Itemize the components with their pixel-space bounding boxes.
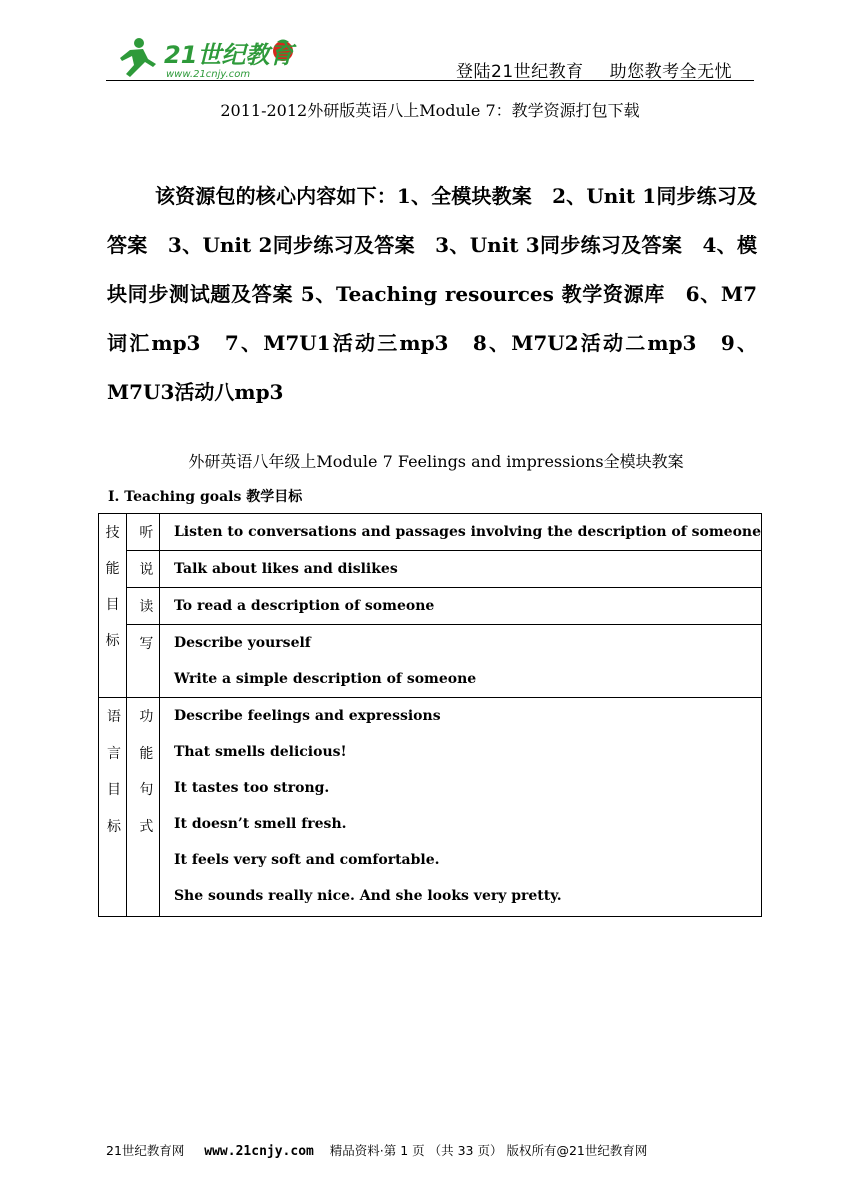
label-char: 式 xyxy=(139,818,154,835)
skill-type: 听 xyxy=(139,525,154,541)
label-char: 技 xyxy=(105,525,120,541)
footer-page-info: 精品资料·第 1 页 （共 33 页） 版权所有@21世纪教育网 xyxy=(329,1143,648,1158)
skill-type-cell xyxy=(127,514,160,551)
label-char: 功 xyxy=(139,709,154,725)
language-goals-label xyxy=(99,698,127,917)
label-char: 标 xyxy=(107,818,121,835)
function-sentence: It doesn’t smell fresh. xyxy=(173,816,347,832)
table-row xyxy=(99,588,762,625)
label-char: 语 xyxy=(107,709,121,725)
skill-type-cell xyxy=(127,551,160,588)
slogan-right: 助您教考全无忧 xyxy=(609,62,733,82)
intro-paragraph: 该资源包的核心内容如下：1、全模块教案 2、Unit 1同步练习及答案 3、Unit 2同步练习及答案 3、Unit 3同步练习及答案 4、模块同步测试题及答案 5、Teaching resources 教学资源库 6、M7词汇mp3 7、M7U1活动三mp3 8、M7U2活动二mp3 9、M7U3活动八mp3 xyxy=(107,184,757,404)
skill-desc: To read a description of someone xyxy=(173,598,435,614)
skill-desc-cell xyxy=(159,551,761,588)
logo-brand-text: 21世纪教育 xyxy=(164,41,294,69)
skill-desc-cell xyxy=(159,625,761,698)
skill-type-cell xyxy=(127,625,160,698)
skill-desc-cell xyxy=(159,588,761,625)
function-sentence: That smells delicious! xyxy=(173,744,347,760)
function-sentences-cell xyxy=(159,698,761,917)
function-sentence: It feels very soft and comfortable. xyxy=(173,852,440,868)
label-char: 目 xyxy=(105,597,120,613)
skill-desc: Write a simple description of someone xyxy=(173,671,477,687)
skill-desc: Talk about likes and dislikes xyxy=(173,561,398,577)
table-row xyxy=(99,514,762,551)
function-sentence: It tastes too strong. xyxy=(173,780,330,796)
table-row xyxy=(99,625,762,698)
skill-type: 说 xyxy=(139,562,154,578)
skill-type: 写 xyxy=(139,636,154,652)
skill-type: 读 xyxy=(139,599,154,615)
teaching-goals-table xyxy=(98,513,762,917)
function-label xyxy=(127,698,160,917)
skill-goals-label xyxy=(99,514,127,698)
function-sentence: Describe feelings and expressions xyxy=(173,708,441,724)
skill-desc: Describe yourself xyxy=(173,635,311,651)
footer-url-link[interactable]: www.21cnjy.com xyxy=(204,1144,314,1159)
function-sentence: She sounds really nice. And she looks very pretty. xyxy=(173,888,562,904)
lesson-plan-heading: 外研英语八年级上Module 7 Feelings and impressions全模块教案 xyxy=(188,452,684,471)
table-row xyxy=(99,551,762,588)
label-char: 能 xyxy=(105,561,120,577)
skill-desc: Listen to conversations and passages involving the description of someone xyxy=(173,524,761,540)
runner-icon xyxy=(120,38,156,77)
skill-type-cell xyxy=(127,588,160,625)
document-title: 2011-2012外研版英语八上Module 7：教学资源打包下载 xyxy=(220,101,640,120)
label-char: 言 xyxy=(107,745,121,762)
logo-url-text: www.21cnjy.com xyxy=(166,69,251,80)
header-slogan xyxy=(456,57,732,82)
teaching-goals-heading: I. Teaching goals 教学目标 xyxy=(108,489,303,505)
slogan-left: 登陆21世纪教育 xyxy=(456,62,584,82)
header-divider xyxy=(106,80,754,81)
table-row xyxy=(99,698,762,917)
21cnjy-logo xyxy=(112,34,312,82)
skill-desc-cell xyxy=(159,514,761,551)
label-char: 目 xyxy=(107,782,121,798)
label-char: 标 xyxy=(105,633,120,649)
label-char: 句 xyxy=(139,782,154,798)
label-char: 能 xyxy=(139,745,154,762)
footer-site-name: 21世纪教育网 xyxy=(106,1143,185,1158)
page-footer xyxy=(106,1141,647,1159)
